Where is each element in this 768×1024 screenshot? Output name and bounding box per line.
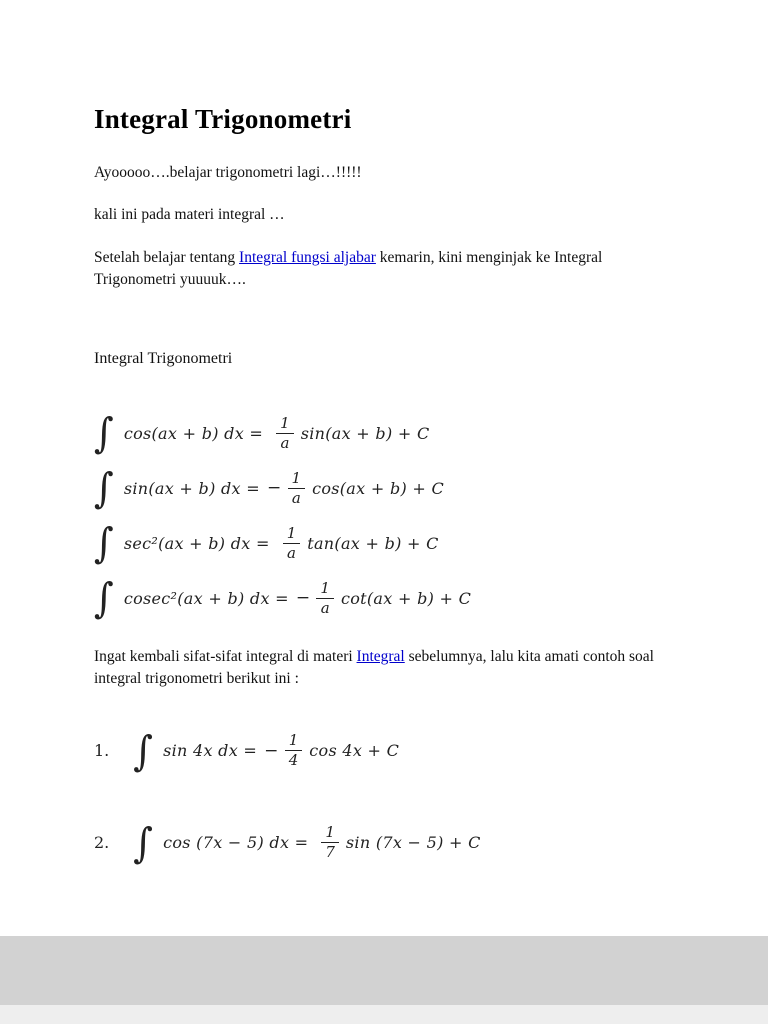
paragraph-text: kemarin, kini menginjak ke Integral Trigonometri yuuuuk…. [94, 248, 603, 289]
section-heading: Integral Trigonometri [94, 349, 233, 367]
fraction-denominator: a [286, 543, 296, 562]
paragraph-examples-intro [94, 646, 678, 691]
fraction [316, 580, 334, 618]
fraction-denominator: a [291, 488, 301, 507]
paragraph-intro-1: Ayooooo….belajar trigonometri lagi…!!!!! [94, 164, 362, 181]
example-rhs: cos 4x + C [309, 741, 400, 761]
formula-sign: − [295, 588, 311, 609]
fraction [283, 525, 301, 563]
formula-rhs: cos(ax + b) + C [312, 478, 445, 498]
page-bottom-edge-light [0, 1005, 768, 1024]
integral-icon: ∫ [94, 409, 114, 458]
integral-icon: ∫ [133, 726, 154, 775]
fraction-denominator: a [320, 598, 330, 617]
integral-icon: ∫ [94, 574, 114, 623]
formula-lhs: cosec²(ax + b) dx = [123, 588, 289, 608]
integral-icon: ∫ [94, 519, 114, 568]
paragraph-intro-2: kali ini pada materi integral … [94, 206, 285, 224]
fraction-denominator: a [280, 433, 290, 452]
example-row-1 [94, 725, 678, 777]
example-sign: − [264, 740, 279, 761]
paragraph-text: Setelah belajar tentang [94, 248, 240, 266]
page-bottom-edge [0, 936, 768, 1024]
fraction-numerator: 1 [285, 732, 303, 751]
paragraph-text: sebelumnya, lalu kita amati contoh soal integral trigonometri berikut ini : [94, 647, 654, 688]
formula-row-sec [94, 516, 678, 571]
example-rhs: sin (7x − 5) + C [345, 833, 481, 853]
fraction-numerator: 1 [321, 824, 339, 843]
fraction [276, 415, 294, 453]
integral-icon: ∫ [133, 818, 154, 867]
example-number: 2. [94, 833, 110, 853]
fraction-numerator: 1 [276, 415, 294, 434]
link-integral[interactable]: Integral [356, 647, 405, 665]
formula-row-cosec [94, 571, 678, 626]
fraction [285, 732, 303, 770]
fraction-denominator: 4 [288, 751, 299, 770]
formula-lhs: sin(ax + b) dx = [123, 478, 260, 498]
integral-icon: ∫ [94, 464, 114, 513]
formula-rhs: sin(ax + b) + C [300, 423, 430, 443]
formula-row-sin [94, 461, 678, 516]
fraction-numerator: 1 [316, 580, 334, 599]
example-lhs: cos (7x − 5) dx = [163, 833, 309, 853]
formula-rhs: tan(ax + b) + C [307, 533, 439, 553]
example-row-2 [94, 817, 678, 869]
formula-lhs: sec²(ax + b) dx = [123, 533, 270, 553]
formula-lhs: cos(ax + b) dx = [123, 423, 264, 443]
formula-list [94, 406, 678, 626]
example-lhs: sin 4x dx = [163, 741, 258, 761]
fraction-numerator: 1 [283, 525, 301, 544]
fraction [288, 470, 306, 508]
page-content [0, 104, 768, 869]
page-title: Integral Trigonometri [94, 104, 352, 134]
paragraph-intro-3 [94, 247, 678, 292]
link-integral-fungsi-aljabar[interactable]: Integral fungsi aljabar [239, 248, 376, 266]
formula-rhs: cot(ax + b) + C [340, 588, 472, 608]
fraction [321, 824, 339, 862]
formula-sign: − [266, 478, 282, 499]
fraction-numerator: 1 [288, 470, 306, 489]
fraction-denominator: 7 [325, 843, 335, 862]
example-number: 1. [94, 741, 110, 761]
formula-row-cos [94, 406, 678, 461]
paragraph-text: Ingat kembali sifat-sifat integral di materi [94, 647, 357, 665]
